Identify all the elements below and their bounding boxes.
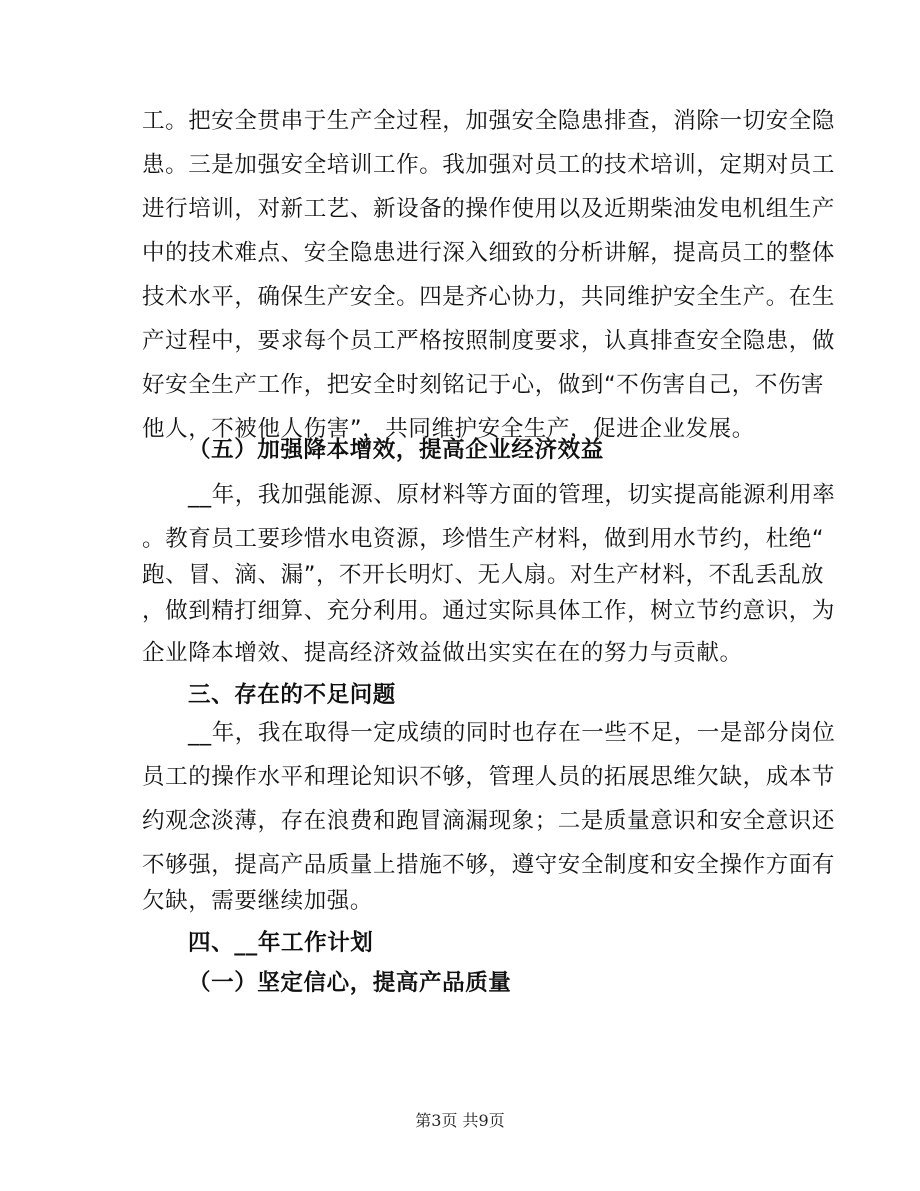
- body-line: 产过程中，要求每个员工严格按照制度要求，认真排查安全隐患，做: [142, 328, 836, 354]
- body-line: 技术水平，确保生产安全。四是齐心协力，共同维护安全生产。在生: [142, 284, 836, 310]
- section-heading: （一）坚定信心，提高产品质量: [188, 970, 512, 996]
- body-line: 约观念淡薄，存在浪费和跑冒滴漏现象；二是质量意识和安全意识还: [142, 808, 836, 834]
- body-line: 企业降本增效、提高经济效益做出实实在在的努力与贡献。: [142, 640, 743, 666]
- body-line: 患。三是加强安全培训工作。我加强对员工的技术培训，定期对员工: [142, 152, 836, 178]
- page-number: 第3页 共9页: [415, 1111, 505, 1130]
- body-line: ，做到精打细算、充分利用。通过实际具体工作，树立节约意识，为: [142, 598, 836, 624]
- body-line: 不够强，提高产品质量上措施不够，遵守安全制度和安全操作方面有: [142, 852, 836, 878]
- body-line: 跑、冒、滴、漏”，不开长明灯、无人扇。对生产材料，不乱丢乱放: [142, 562, 825, 588]
- body-line: 中的技术难点、安全隐患进行深入细致的分析讲解，提高员工的整体: [142, 240, 836, 266]
- body-line: 。教育员工要珍惜水电资源，珍惜生产材料，做到用水节约，杜绝“: [142, 526, 825, 552]
- body-line: 欠缺，需要继续加强。: [142, 888, 374, 914]
- section-heading: 三、存在的不足问题: [188, 682, 396, 708]
- body-line: __年，我加强能源、原材料等方面的管理，切实提高能源利用率: [188, 482, 836, 508]
- body-line: 工。把安全贯串于生产全过程，加强安全隐患排查，消除一切安全隐: [142, 108, 836, 134]
- section-heading: （五）加强降本增效，提高企业经济效益: [188, 437, 604, 463]
- body-line: 他人，不被他人伤害”，共同维护安全生产，促进企业发展。: [142, 416, 755, 442]
- body-line: 进行培训，对新工艺、新设备的操作使用以及近期柴油发电机组生产: [142, 196, 836, 222]
- body-line: 好安全生产工作，把安全时刻铭记于心，做到“不伤害自己，不伤害: [142, 372, 825, 398]
- body-line: 员工的操作水平和理论知识不够，管理人员的拓展思维欠缺，成本节: [142, 764, 836, 790]
- section-heading: 四、__年工作计划: [188, 930, 374, 956]
- body-line: __年，我在取得一定成绩的同时也存在一些不足，一是部分岗位: [188, 720, 836, 746]
